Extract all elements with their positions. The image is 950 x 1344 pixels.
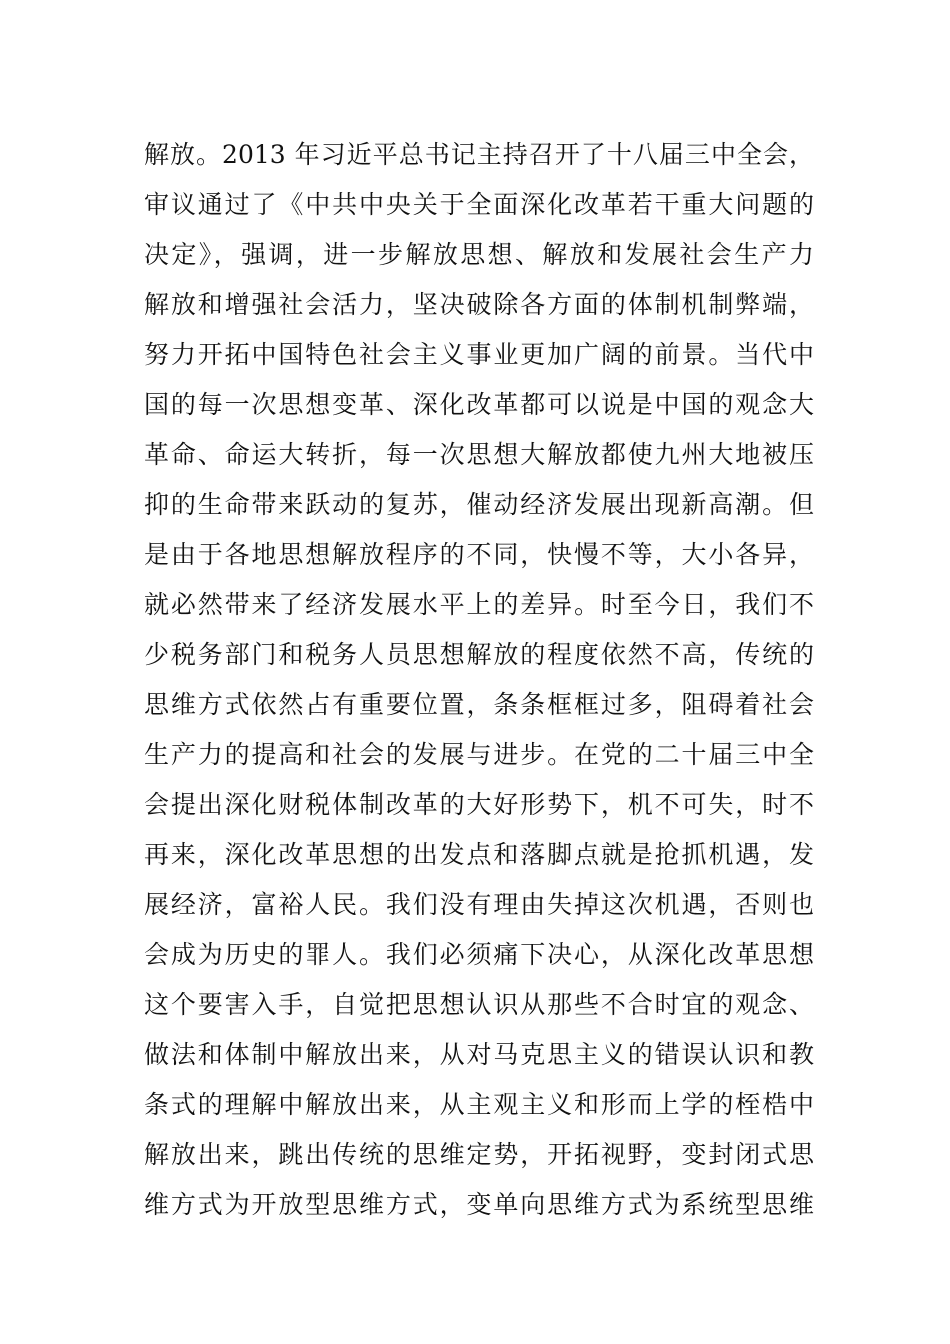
text-line: 就必然带来了经济发展水平上的差异。时至今日，我们不 xyxy=(144,590,814,619)
text-line: 审议通过了《中共中央关于全面深化改革若干重大问题的 xyxy=(144,190,814,219)
text-line: 做法和体制中解放出来，从对马克思主义的错误认识和教 xyxy=(144,1040,814,1069)
text-line: 解放。2013 年习近平总书记主持召开了十八届三中全会， xyxy=(144,140,814,169)
text-line: 少税务部门和税务人员思想解放的程度依然不高，传统的 xyxy=(144,640,814,669)
text-line: 会成为历史的罪人。我们必须痛下决心，从深化改革思想 xyxy=(144,940,814,969)
text-line: 会提出深化财税体制改革的大好形势下，机不可失，时不 xyxy=(144,790,814,819)
text-line: 国的每一次思想变革、深化改革都可以说是中国的观念大 xyxy=(144,390,814,419)
text-line: 再来，深化改革思想的出发点和落脚点就是抢抓机遇，发 xyxy=(144,840,814,869)
body-text xyxy=(144,130,814,1230)
text-line: 维方式为开放型思维方式，变单向思维方式为系统型思维 xyxy=(144,1190,814,1219)
text-line: 条式的理解中解放出来，从主观主义和形而上学的桎梏中 xyxy=(144,1090,814,1119)
text-line: 抑的生命带来跃动的复苏，催动经济发展出现新高潮。但 xyxy=(144,490,814,519)
text-line: 展经济，富裕人民。我们没有理由失掉这次机遇，否则也 xyxy=(144,890,814,919)
text-line: 这个要害入手，自觉把思想认识从那些不合时宜的观念、 xyxy=(144,990,814,1019)
text-line: 努力开拓中国特色社会主义事业更加广阔的前景。当代中 xyxy=(144,340,814,369)
text-line: 解放和增强社会活力，坚决破除各方面的体制机制弊端， xyxy=(144,290,814,319)
text-line: 解放出来，跳出传统的思维定势，开拓视野，变封闭式思 xyxy=(144,1140,814,1169)
text-line: 生产力的提高和社会的发展与进步。在党的二十届三中全 xyxy=(144,740,814,769)
text-line: 决定》，强调，进一步解放思想、解放和发展社会生产力 xyxy=(144,240,814,269)
text-line: 思维方式依然占有重要位置，条条框框过多，阻碍着社会 xyxy=(144,690,814,719)
text-line: 是由于各地思想解放程序的不同，快慢不等，大小各异， xyxy=(144,540,814,569)
text-line: 革命、命运大转折，每一次思想大解放都使九州大地被压 xyxy=(144,440,814,469)
